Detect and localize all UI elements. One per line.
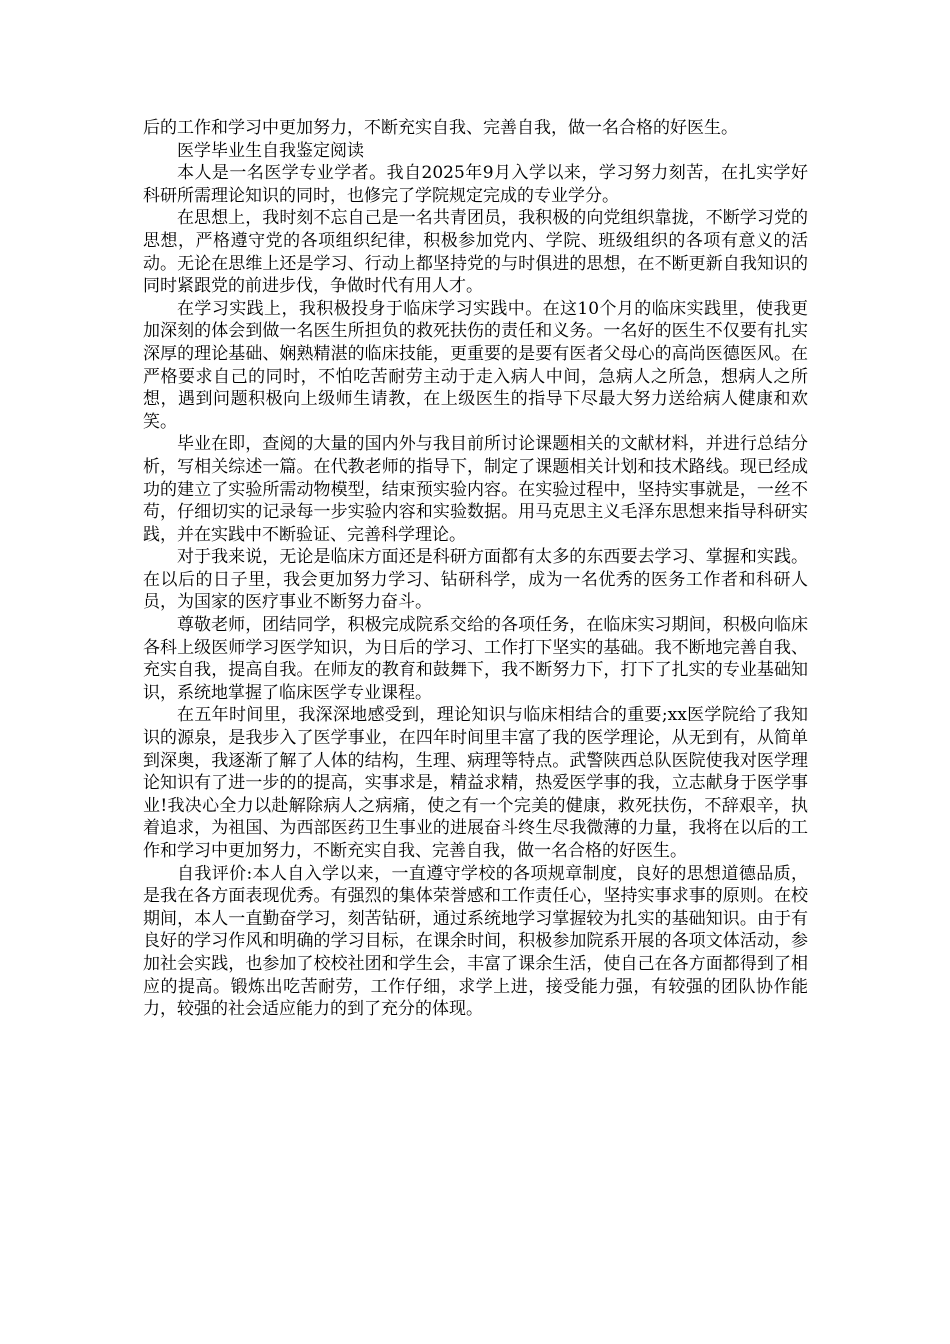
body-paragraph: 毕业在即，查阅的大量的国内外与我目前所讨论课题相关的文献材料，并进行总结分析，写相关综述一篇。在代教老师的指导下，制定了课题相关计划和技术路线。现已经成功的建立了实验所需动物模型，结束预实验内容。在实验过程中，坚持实事就是，一丝不苟，仔细切实的记录每一步实验内容和实验数据。用马克思主义毛泽东思想来指导科研实践，并在实践中不断验证、完善科学理论。: [143, 434, 808, 545]
body-paragraph: 对于我来说，无论是临床方面还是科研方面都有太多的东西要去学习、掌握和实践。在以后的日子里，我会更加努力学习、钻研科学，成为一名优秀的医务工作者和科研人员，为国家的医疗事业不断努力奋斗。: [143, 547, 808, 613]
document-body: [143, 117, 808, 1021]
self-evaluation-paragraph: 自我评价:本人自入学以来，一直遵守学校的各项规章制度，良好的思想道德品质，是我在各方面表现优秀。有强烈的集体荣誉感和工作责任心，坚持实事求事的原则。在校期间，本人一直勤奋学习，刻苦钻研，通过系统地学习掌握较为扎实的基础知识。由于有良好的学习作风和明确的学习目标，在课余时间，积极参加院系开展的各项文体活动，参加社会实践，也参加了校校社团和学生会，丰富了课余生活，使自己在各方面都得到了相应的提高。锻炼出吃苦耐劳，工作仔细，求学上进，接受能力强，有较强的团队协作能力，较强的社会适应能力的到了充分的体现。: [143, 863, 808, 1020]
body-paragraph: 本人是一名医学专业学者。我自2025年9月入学以来，学习努力刻苦，在扎实学好科研所需理论知识的同时，也修完了学院规定完成的专业学分。: [143, 163, 808, 206]
continuation-paragraph: 后的工作和学习中更加努力，不断充实自我、完善自我，做一名合格的好医生。: [143, 118, 738, 138]
body-paragraph: 在学习实践上，我积极投身于临床学习实践中。在这10个月的临床实践里，使我更加深刻的体会到做一名医生所担负的救死扶伤的责任和义务。一名好的医生不仅要有扎实深厚的理论基础、娴熟精湛的临床技能，更重要的是要有医者父母心的高尚医德医风。在严格要求自己的同时，不怕吃苦耐劳主动于走入病人中间，急病人之所急，想病人之所想，遇到问题积极向上级师生请教，在上级医生的指导下尽最大努力送给病人健康和欢笑。: [143, 298, 808, 432]
body-paragraph: 尊敬老师，团结同学，积极完成院系交给的各项任务，在临床实习期间，积极向临床各科上级医师学习医学知识，为日后的学习、工作打下坚实的基础。我不断地完善自我、充实自我，提高自我。在师友的教育和鼓舞下，我不断努力下，打下了扎实的专业基础知识，系统地掌握了临床医学专业课程。: [143, 615, 808, 703]
section-title: 医学毕业生自我鉴定阅读: [177, 140, 364, 161]
body-paragraph: 在五年时间里，我深深地感受到，理论知识与临床相结合的重要;xx医学院给了我知识的源泉，是我步入了医学事业，在四年时间里丰富了我的医学理论，从无到有，从简单到深奥，我逐渐了解了人体的结构，生理、病理等特点。武警陕西总队医院使我对医学理论知识有了进一步的的提高，实事求是，精益求精，热爱医学事的我，立志献身于医学事业!我决心全力以赴解除病人之病痛，使之有一个完美的健康，救死扶伤，不辞艰辛，执着追求，为祖国、为西部医药卫生事业的进展奋斗终生尽我微薄的力量，我将在以后的工作和学习中更加努力，不断充实自我、完善自我，做一名合格的好医生。: [143, 705, 808, 861]
body-paragraph: 在思想上，我时刻不忘自己是一名共青团员，我积极的向党组织靠拢，不断学习党的思想，严格遵守党的各项组织纪律，积极参加党内、学院、班级组织的各项有意义的活动。无论在思维上还是学习、行动上都坚持党的与时俱进的思想，在不断更新自我知识的同时紧跟党的前进步伐，争做时代有用人才。: [143, 208, 808, 297]
